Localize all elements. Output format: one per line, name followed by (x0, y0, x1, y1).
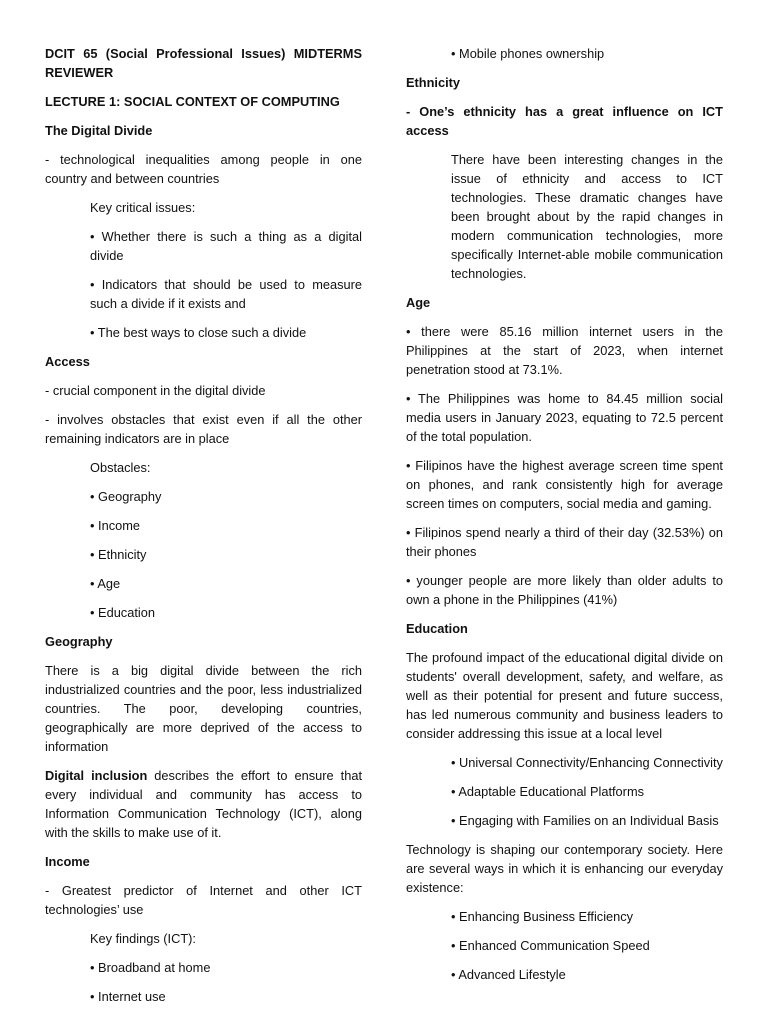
list-item: • Filipinos have the highest average screen time spent on phones, and rank consistently high for average screen times on computers, social media and gaming. (406, 458, 723, 511)
list-item: • Engaging with Families on an Individual Basis (451, 813, 719, 828)
list-item: • Advanced Lifestyle (451, 967, 566, 982)
list-item: • Geography (90, 489, 162, 504)
list-item: • Education (90, 605, 155, 620)
technology-paragraph: Technology is shaping our contemporary society. Here are several ways in which it is enhancing our everyday existence: (406, 842, 723, 895)
geography-heading: Geography (45, 634, 113, 649)
ethnicity-paragraph: There have been interesting changes in the issue of ethnicity and access to ICT technologies. These dramatic changes have been brought about by the rapid changes in modern communication technologies, more specifically Internet-able mobile communication technologies. (451, 152, 723, 281)
list-item: • The best ways to close such a divide (90, 325, 307, 340)
list-item: • Age (90, 576, 121, 591)
list-item: • Broadband at home (90, 960, 211, 975)
lecture-heading: LECTURE 1: SOCIAL CONTEXT OF COMPUTING (45, 94, 340, 109)
list-item: • Whether there is such a thing as a digital divide (90, 229, 362, 263)
access-paragraph: - involves obstacles that exist even if all the other remaining indicators are in place (45, 412, 362, 446)
ethnicity-heading: Ethnicity (406, 75, 461, 90)
education-paragraph: The profound impact of the educational digital divide on students' overall development, safety, and welfare, as well as their potential for present and future success, has led numerous community and business leaders to consider addressing this issue at a local level (406, 650, 723, 741)
digital-divide-definition: - technological inequalities among people in one country and between countries (45, 152, 362, 186)
list-item: • Internet use (90, 989, 166, 1004)
access-heading: Access (45, 354, 90, 369)
digital-inclusion-term: Digital inclusion (45, 768, 148, 783)
list-item: • Universal Connectivity/Enhancing Connectivity (451, 755, 723, 770)
geography-paragraph: There is a big digital divide between the rich industrialized countries and the poor, less industrialized countries. The poor, developing countries, geographically are more deprived of the access to information (45, 663, 362, 754)
list-item: • Adaptable Educational Platforms (451, 784, 644, 799)
income-paragraph: - Greatest predictor of Internet and other ICT technologies’ use (45, 883, 362, 917)
ethnicity-subheading: - One’s ethnicity has a great influence on ICT access (406, 104, 723, 138)
document-title: DCIT 65 (Social Professional Issues) MIDTERMS REVIEWER (45, 46, 362, 80)
digital-inclusion-paragraph (45, 766, 362, 842)
income-heading: Income (45, 854, 90, 869)
obstacles-label: Obstacles: (90, 460, 151, 475)
list-item: • there were 85.16 million internet users in the Philippines at the start of 2023, when internet penetration stood at 73.1%. (406, 324, 723, 377)
list-item: • Enhanced Communication Speed (451, 938, 650, 953)
list-item: • Mobile phones ownership (451, 46, 605, 61)
digital-divide-heading: The Digital Divide (45, 123, 153, 138)
list-item: • younger people are more likely than older adults to own a phone in the Philippines (41%) (406, 573, 723, 607)
education-heading: Education (406, 621, 468, 636)
list-item: • Ethnicity (90, 547, 147, 562)
list-item: • Enhancing Business Efficiency (451, 909, 634, 924)
list-item: • Indicators that should be used to measure such a divide if it exists and (90, 277, 362, 311)
right-column (406, 44, 723, 994)
digital-inclusion-text: describes the effort to ensure that every individual and community has access to Information Communication Technology (ICT), along with the skills to make use of it. (45, 768, 363, 840)
list-item: • Income (90, 518, 141, 533)
list-item: • The Philippines was home to 84.45 million social media users in January 2023, equating to 72.5 percent of the total population. (406, 391, 723, 444)
age-heading: Age (406, 295, 431, 310)
left-column (45, 44, 362, 1016)
key-findings-label: Key findings (ICT): (90, 931, 196, 946)
list-item: • Filipinos spend nearly a third of their day (32.53%) on their phones (406, 525, 723, 559)
key-issues-label: Key critical issues: (90, 200, 196, 215)
access-paragraph: - crucial component in the digital divide (45, 383, 266, 398)
